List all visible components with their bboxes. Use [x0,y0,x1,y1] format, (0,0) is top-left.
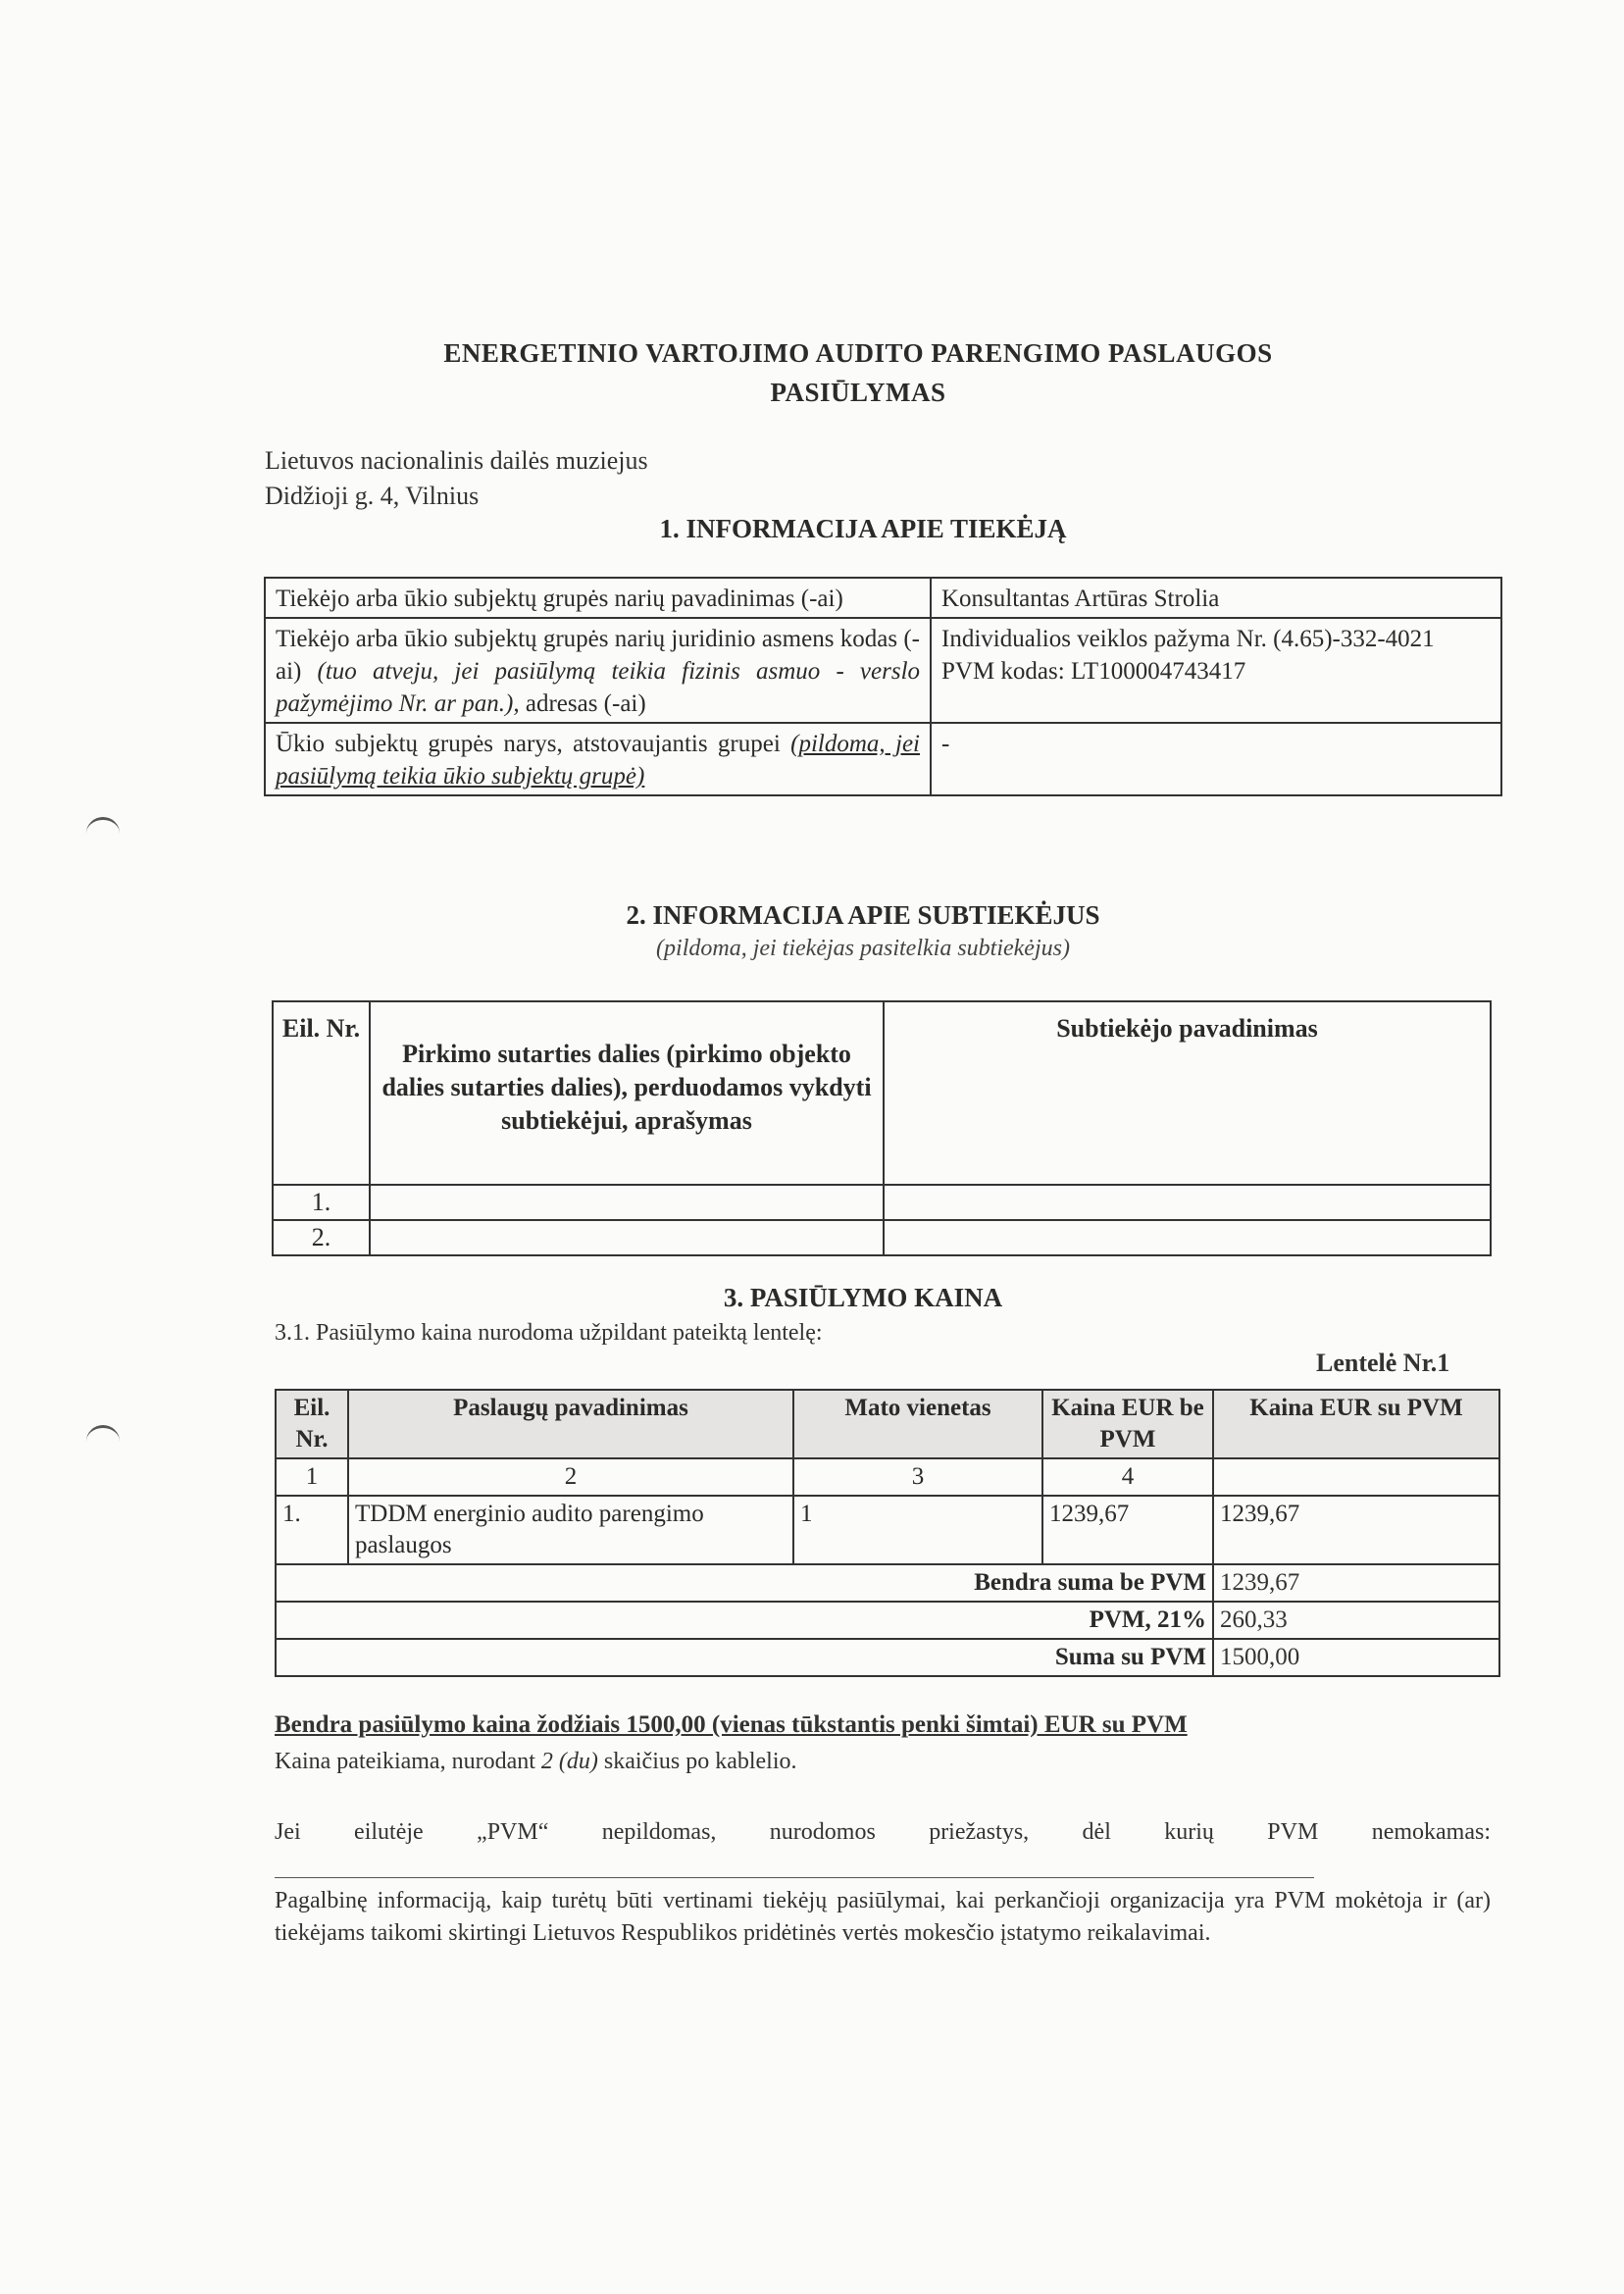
recipient-address: Didžioji g. 4, Vilnius [265,482,480,510]
table-row [265,618,1501,723]
supplier-vat-code: PVM kodas: LT100004743417 [941,658,1246,685]
total-row [276,1602,1499,1639]
row-description [370,1220,884,1255]
section2-subheading: (pildoma, jei tiekėjas pasitelkia subtiekėjus) [656,936,1070,961]
item-nr: 1. [276,1496,348,1564]
subcontractors-table [272,1000,1492,1256]
total-gross-value: 1500,00 [1213,1639,1499,1676]
supplier-code-value [931,618,1501,723]
punch-mark [86,817,120,849]
section3-heading: 3. PASIŪLYMO KAINA [723,1283,1003,1312]
price-table [275,1389,1500,1677]
total-gross-label: Suma su PVM [276,1639,1213,1676]
vat-value: 260,33 [1213,1602,1499,1639]
total-net-label: Bendra suma be PVM [276,1564,1213,1602]
group-representative-value: - [931,723,1501,795]
item-name: TDDM energinio audito parengimo paslaugos [348,1496,793,1564]
table-header-row [273,1001,1491,1185]
total-net-value: 1239,67 [1213,1564,1499,1602]
index-cell: 3 [793,1458,1042,1496]
footer-note: Pagalbinę informaciją, kaip turėtų būti vertinami tiekėjų pasiūlymai, kai perkančioji organizacija yra PVM mokėtoja ir (ar) tiekėjams taikomi skirtingi Lietuvos Respublikos pridėtinės vertės mokesčio įstatymo reikalavimai. [275,1888,1491,1946]
blank-line [275,1877,1314,1878]
supplier-name-label: Tiekėjo arba ūkio subjektų grupės narių pavadinimas (-ai) [265,578,931,618]
total-in-words [275,1708,1188,1742]
table-row [273,1185,1491,1220]
group-representative-label-italic: (pildoma, jei pasiūlymą teikia ūkio subjektų grupė) [276,731,920,790]
price-note [275,1746,797,1778]
total-in-words-text: Bendra pasiūlymo kaina žodžiais 1500,00 (vienas tūkstantis penki šimtai) EUR su PVM [275,1711,1188,1738]
supplier-info-table [264,577,1502,796]
col-header-subcontractor: Subtiekėjo pavadinimas [884,1001,1491,1185]
vat-label: PVM, 21% [276,1602,1213,1639]
col-header-nr: Eil. Nr. [276,1390,348,1458]
col-header-nr: Eil. Nr. [273,1001,370,1185]
col-header-service: Paslaugų pavadinimas [348,1390,793,1458]
table-label: Lentelė Nr.1 [1316,1349,1450,1377]
document-title [255,333,1461,412]
price-note-start: Kaina pateikiama, nurodant [275,1749,535,1774]
row-subcontractor [884,1185,1491,1220]
index-cell [1213,1458,1499,1496]
group-representative-label-main: Ūkio subjektų grupės narys, atstovaujantis grupei [276,731,781,757]
vat-reason-line: Jei eilutėje „PVM“ nepildomas, nurodomos priežastys, dėl kurių PVM nemokamas: [275,1819,1491,1845]
supplier-certificate: Individualios veiklos pažyma Nr. (4.65)-332-4021 [941,626,1435,652]
total-row [276,1639,1499,1676]
punch-mark [86,1425,120,1457]
col-header-description: Pirkimo sutarties dalies (pirkimo objekto dalies sutarties dalies), perduodamos vykdyti subtiekėjui, aprašymas [370,1001,884,1185]
table-row [265,723,1501,795]
item-price-gross: 1239,67 [1213,1496,1499,1564]
supplier-code-label-end: adresas (-ai) [525,690,646,717]
index-cell: 4 [1042,1458,1213,1496]
table-row [265,578,1501,618]
item-unit: 1 [793,1496,1042,1564]
recipient-name: Lietuvos nacionalinis dailės muziejus [265,446,648,475]
index-cell: 1 [276,1458,348,1496]
title-line-1: ENERGETINIO VARTOJIMO AUDITO PARENGIMO PASLAUGOS [443,338,1273,368]
section1-heading: 1. INFORMACIJA APIE TIEKĖJĄ [659,514,1067,543]
row-nr: 2. [273,1220,370,1255]
supplier-name-value: Konsultantas Artūras Strolia [931,578,1501,618]
col-header-price-net: Kaina EUR be PVM [1042,1390,1213,1458]
price-note-end: skaičius po kablelio. [603,1749,797,1774]
recipient-block [265,443,648,514]
supplier-code-label-main: Tiekėjo arba ūkio subjektų grupės narių juridinio asmens kodas (-ai) [276,626,920,685]
section2-heading: 2. INFORMACIJA APIE SUBTIEKĖJUS [626,900,1100,930]
item-price-net: 1239,67 [1042,1496,1213,1564]
col-header-price-gross: Kaina EUR su PVM [1213,1390,1499,1458]
table-row [276,1496,1499,1564]
supplier-code-label-italic: (tuo atveju, jei pasiūlymą teikia fizinis asmuo - verslo pažymėjimo Nr. ar pan.), [276,658,921,717]
total-row [276,1564,1499,1602]
table-row [273,1220,1491,1255]
row-description [370,1185,884,1220]
table-header-row [276,1390,1499,1458]
supplier-code-label [265,618,931,723]
row-nr: 1. [273,1185,370,1220]
index-cell: 2 [348,1458,793,1496]
table-index-row [276,1458,1499,1496]
row-subcontractor [884,1220,1491,1255]
price-note-italic: 2 (du) [540,1749,598,1774]
group-representative-label [265,723,931,795]
col-header-unit: Mato vienetas [793,1390,1042,1458]
title-line-2: PASIŪLYMAS [770,378,946,407]
section3-intro: 3.1. Pasiūlymo kaina nurodoma užpildant pateiktą lentelę: [275,1320,823,1346]
